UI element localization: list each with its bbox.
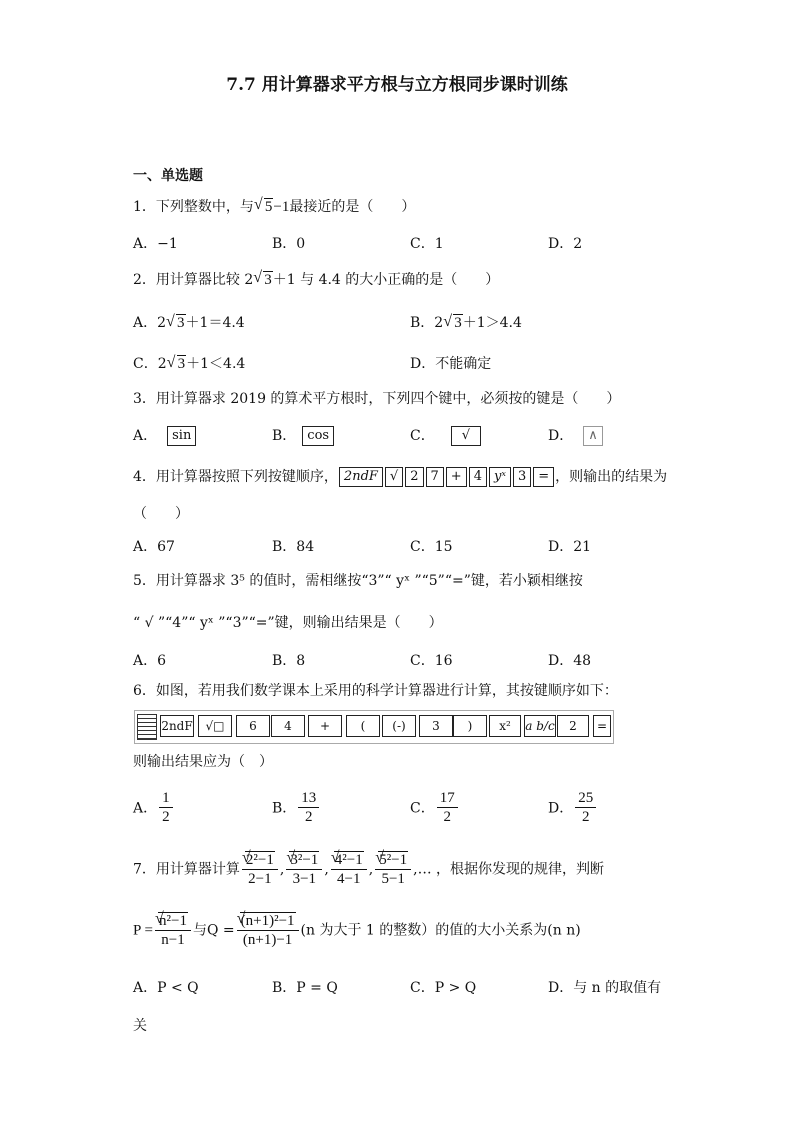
q2-option-a[interactable]: A．2√ 3＋1＝4.4 (133, 312, 245, 332)
q1-stem-a: 1．下列整数中，与 (133, 199, 254, 215)
q7-frac-3: √ $\frac{\text{4²−1}}{4-1}$ (331, 851, 367, 888)
q7-option-b[interactable]: B．P = Q (272, 980, 338, 996)
q1-sqrt: √ 5 (254, 197, 274, 217)
q6-option-d[interactable]: D． $\frac{25}{2}$ (548, 789, 598, 826)
key-2ndf-icon: 2ndF (339, 467, 383, 487)
sin-key-icon: sin (167, 426, 196, 446)
key-plus-icon: + (446, 467, 467, 487)
key-7-icon: 7 (426, 467, 444, 487)
key-2-icon: 2 (405, 467, 423, 487)
question-1 (133, 197, 415, 217)
ck-6-icon: 6 (236, 715, 270, 737)
q2-option-d[interactable]: D．不能确定 (410, 356, 492, 372)
q2-option-b[interactable]: B．2√ 3＋1＞4.4 (410, 312, 522, 332)
q3-option-b[interactable]: B． cos (272, 425, 335, 446)
q6-prompt: 则输出结果应为（ ） (133, 754, 273, 770)
q7-stem-b: ,… ，根据你发现的规律，判断 (413, 861, 605, 878)
key-power-icon: yˣ (489, 467, 511, 487)
question-6: 6．如图，若用我们数学课本上采用的科学计算器进行计算，其按键顺序如下： (133, 683, 618, 699)
question-7: 7．用计算器计算 √ $\frac{\text{2²−1}}{2-1}$ , √ $\frac{\text{3²−1}}{3-1}$ , √ $\frac{\text{4²−1}}{4-1}$ , √ $\frac{\text{5²−1}}{5-1}$ ,… ，根据你发现的规律，判断 (133, 851, 604, 888)
caret-key-icon: ∧ (583, 426, 603, 446)
ck-2ndf-icon: 2ndF (160, 715, 194, 737)
ck-sqrt-icon: √□ (198, 715, 232, 737)
question-3: 3．用计算器求 2019 的算术平方根时，下列四个键中，必须按的键是（ ） (133, 391, 621, 407)
key-3-icon: 3 (513, 467, 531, 487)
sqrt-key-icon: √ (451, 426, 481, 446)
q7-formula: P = √ $\frac{\text{n²−1}}{n-1}$ 与Q = √ $\frac{\text{(n+1)²−1}}{(n+1)-1}$ (n 为大于 1 的整数）的值的大小关系为(n n) (133, 912, 581, 949)
q7-frac-2: √ $\frac{\text{3²−1}}{3-1}$ (286, 851, 322, 888)
key-4-icon: 4 (469, 467, 487, 487)
q7-frac-4: √ $\frac{\text{5²−1}}{5-1}$ (375, 851, 411, 888)
ck-4-icon: 4 (271, 715, 305, 737)
q4-stem-a: 4．用计算器按照下列按键顺序， (133, 469, 338, 485)
ck-rparen-icon: ) (453, 715, 487, 737)
ck-fraction-icon: a b/c (524, 715, 556, 737)
q7-option-d[interactable]: D．与 n 的取值有 (548, 980, 662, 996)
q1-minus: −1 (273, 199, 290, 215)
q6-option-c[interactable]: C． $\frac{17}{2}$ (410, 789, 460, 826)
q1-option-a[interactable]: A．−1 (133, 236, 178, 252)
cos-key-icon: cos (302, 426, 334, 446)
page-title: 7.7 用计算器求平方根与立方根同步课时训练 (226, 75, 568, 95)
ck-plus-icon: + (308, 715, 342, 737)
q4-option-d[interactable]: D．21 (548, 539, 592, 555)
section-heading: 一、单选题 (133, 168, 203, 184)
q1-stem-b: 最接近的是（ ） (289, 199, 416, 215)
ck-negative-icon: (-) (382, 715, 416, 737)
question-5-line2: “ √ ”“4”“ yˣ ”“3”“=”键，则输出结果是（ ） (133, 615, 443, 631)
q6-option-b[interactable]: B． $\frac{13}{2}$ (272, 789, 321, 826)
q7-option-a[interactable]: A．P < Q (133, 980, 199, 996)
q2-option-c[interactable]: C．2√ 3＋1＜4.4 (133, 353, 245, 373)
q6-option-a[interactable]: A． $\frac{1}{2}$ (133, 789, 175, 826)
calculator-key-sequence (134, 710, 614, 744)
q2-stem-b: ＋1 与 4.4 的大小正确的是（ ） (272, 272, 500, 288)
key-equals-icon: = (533, 467, 554, 487)
ck-square-icon: x² (489, 715, 521, 737)
key-sqrt-icon: √ (385, 467, 403, 487)
q7-option-c[interactable]: C．P > Q (410, 980, 477, 996)
ck-3-icon: 3 (419, 715, 453, 737)
q7-frac-1: √ $\frac{\text{2²−1}}{2-1}$ (242, 851, 278, 888)
q4-option-b[interactable]: B．84 (272, 539, 315, 555)
question-2 (133, 270, 499, 290)
q3-option-c[interactable]: C． √ (410, 425, 482, 446)
q4-stem-b: ，则输出的结果为 (555, 469, 668, 485)
q7-stem-a: 7．用计算器计算 (133, 861, 240, 878)
q1-option-c[interactable]: C．1 (410, 236, 444, 252)
q4-answer-paren: （ ） (133, 506, 189, 522)
ck-equals-icon: = (593, 715, 611, 737)
q7-option-d-wrap: 关 (133, 1018, 147, 1034)
calculator-icon (137, 714, 157, 740)
q5-option-d[interactable]: D．48 (548, 653, 592, 669)
q2-sqrt: √ 3 (253, 270, 273, 290)
q3-option-d[interactable]: D． ∧ (548, 425, 604, 446)
question-5-line1: 5．用计算器求 3⁵ 的值时，需相继按“3”“ yˣ ”“5”“=”键，若小颖相继按 (133, 573, 583, 589)
q2-stem-a: 2．用计算器比较 2 (133, 272, 254, 288)
q3-option-a[interactable]: A． sin (133, 425, 197, 446)
q1-option-b[interactable]: B．0 (272, 236, 306, 252)
q5-option-a[interactable]: A．6 (133, 653, 167, 669)
q1-option-d[interactable]: D．2 (548, 236, 583, 252)
q5-option-b[interactable]: B．8 (272, 653, 306, 669)
q4-option-c[interactable]: C．15 (410, 539, 453, 555)
q5-option-c[interactable]: C．16 (410, 653, 453, 669)
question-4 (133, 467, 667, 487)
q4-option-a[interactable]: A．67 (133, 539, 175, 555)
ck-lparen-icon: ( (346, 715, 380, 737)
ck-2-icon: 2 (557, 715, 589, 737)
